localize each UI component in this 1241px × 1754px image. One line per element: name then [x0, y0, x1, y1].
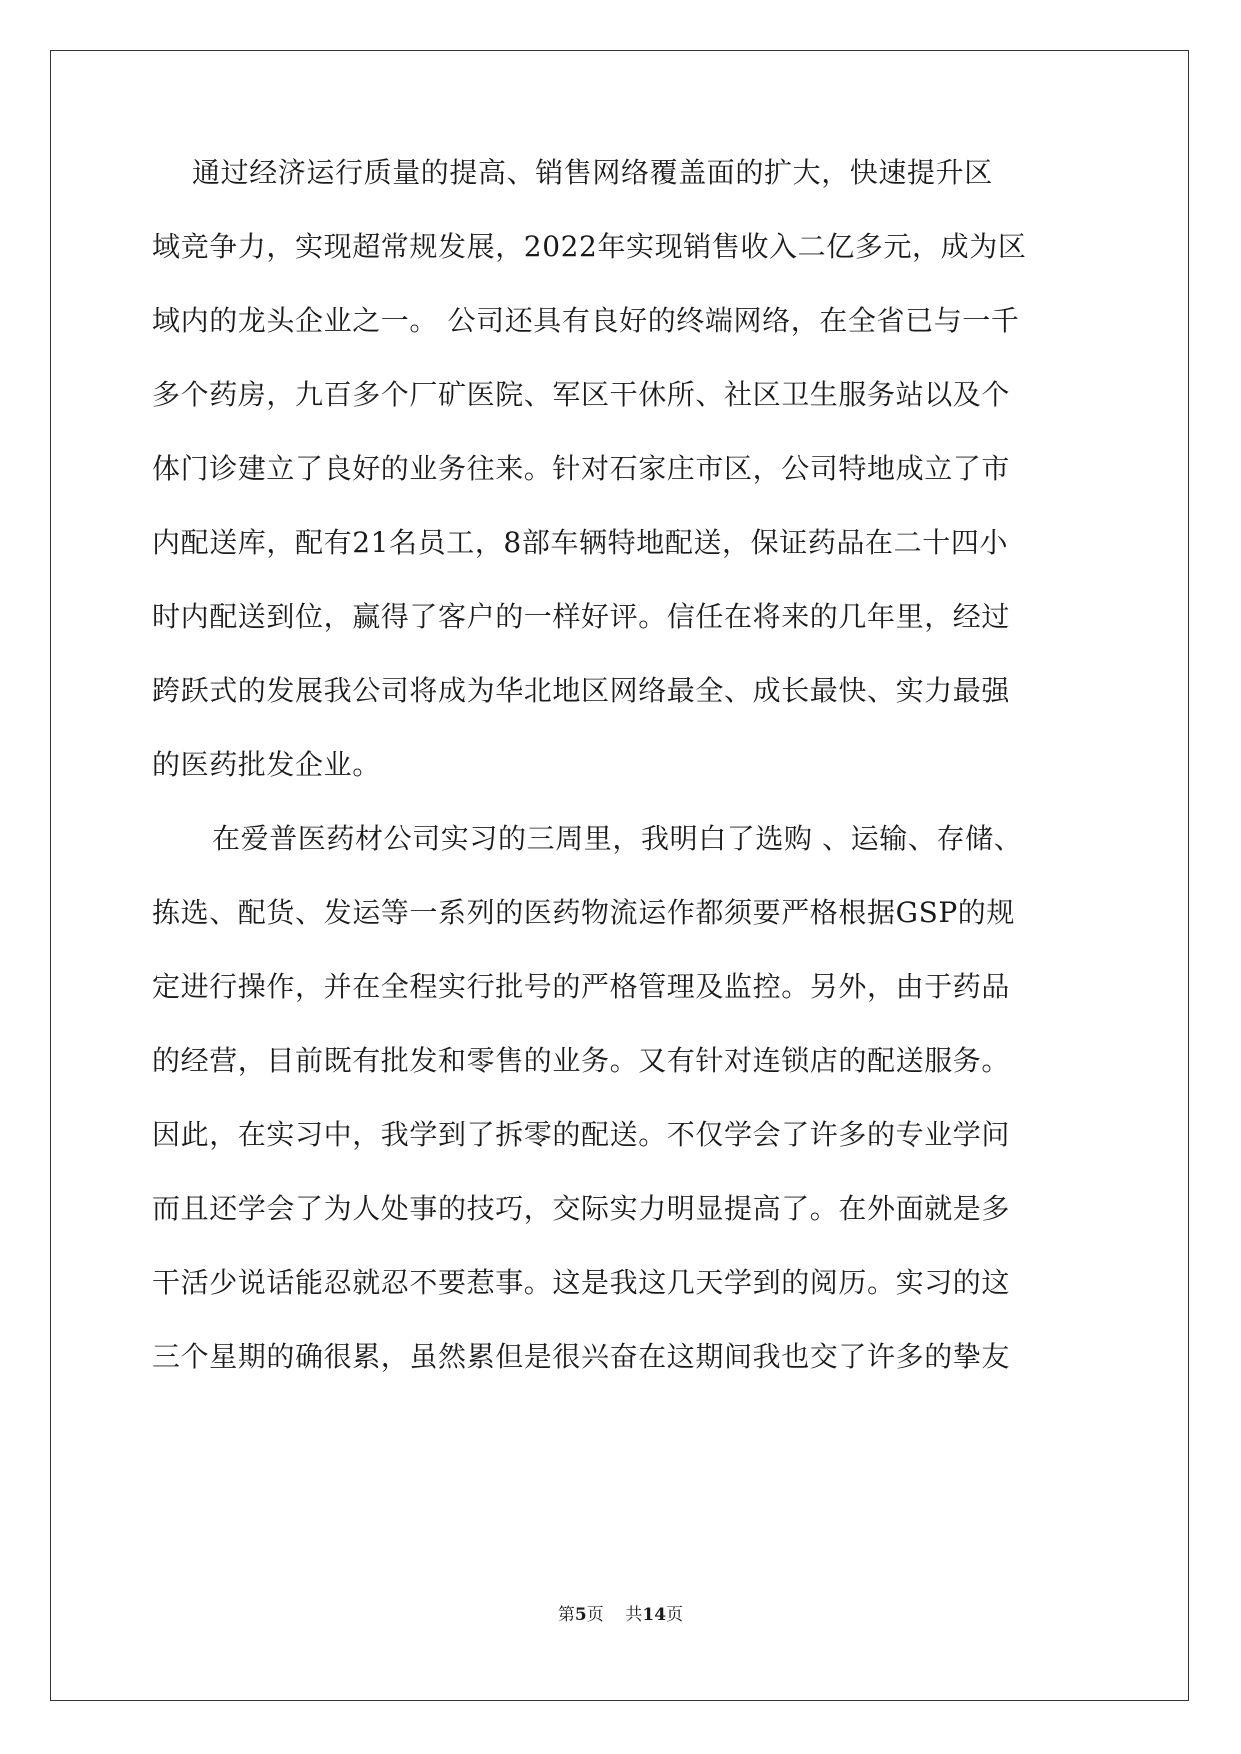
footer-total-suffix: 页: [666, 1605, 684, 1625]
text-line: 三个星期的确很累，虽然累但是很兴奋在这期间我也交了许多的挚友: [152, 1340, 1011, 1373]
footer-prefix: 第: [557, 1605, 575, 1625]
total-page-count: 14: [642, 1605, 667, 1625]
text-line: 干活少说话能忍就忍不要惹事。这是我这几天学到的阅历。实习的这: [152, 1266, 1011, 1299]
text-line: 跨跃式的发展我公司将成为华北地区网络最全、成长最快、实力最强: [152, 674, 1011, 707]
current-page-number: 5: [574, 1605, 587, 1625]
text-line: 体门诊建立了良好的业务往来。针对石家庄市区，公司特地成立了市: [152, 452, 1011, 485]
text-line: 因此，在实习中，我学到了拆零的配送。不仅学会了许多的专业学问: [152, 1118, 1011, 1151]
footer-total-prefix: 共: [625, 1605, 643, 1625]
text-line: 而且还学会了为人处事的技巧，交际实力明显提高了。在外面就是多: [152, 1192, 1011, 1225]
page-footer: [0, 1605, 1241, 1625]
text-line: 域内的龙头企业之一。 公司还具有良好的终端网络，在全省已与一千: [152, 304, 1020, 337]
text-line: 时内配送到位，赢得了客户的一样好评。信任在将来的几年里，经过: [152, 600, 1011, 633]
text-line: 在爱普医药材公司实习的三周里，我明白了选购 、运输、存储、: [212, 822, 1023, 855]
footer-page-suffix: 页: [586, 1605, 604, 1625]
text-line: 多个药房，九百多个厂矿医院、军区干休所、社区卫生服务站以及个: [152, 378, 1011, 411]
text-line: 的医药批发企业。: [152, 748, 381, 781]
text-line: 通过经济运行质量的提高、销售网络覆盖面的扩大，快速提升区: [192, 156, 993, 189]
text-line: 域竞争力，实现超常规发展，2022年实现销售收入二亿多元，成为区: [152, 230, 1027, 263]
text-line: 内配送库，配有21名员工，8部车辆特地配送，保证药品在二十四小: [152, 526, 1009, 559]
text-line: 拣选、配货、发运等一系列的医药物流运作都须要严格根据GSP的规: [152, 896, 1015, 929]
text-line: 的经营，目前既有批发和零售的业务。又有针对连锁店的配送服务。: [152, 1044, 1011, 1077]
page-border: [50, 50, 1189, 1701]
text-line: 定进行操作，并在全程实行批号的严格管理及监控。另外，由于药品: [152, 970, 1011, 1003]
